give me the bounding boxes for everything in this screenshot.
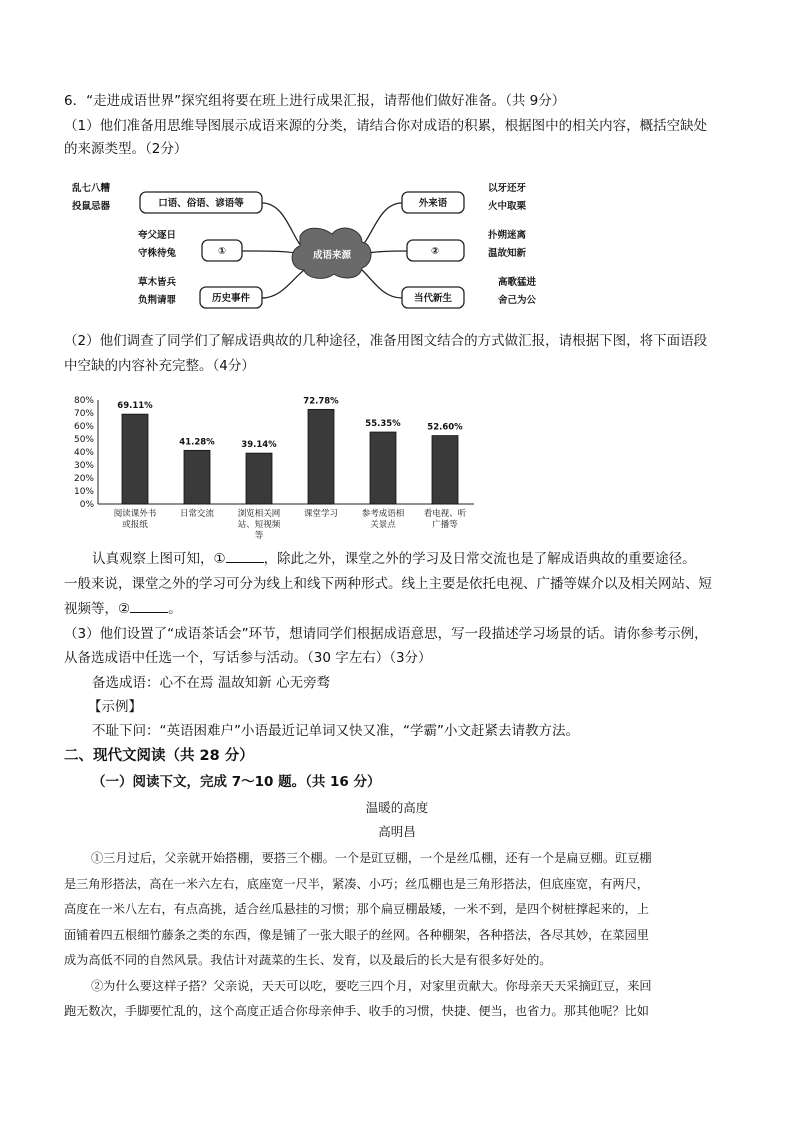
section2-subheading: （一）阅读下文，完成 7～10 题。（共 16 分） [92,774,381,790]
example-right-3b: 舍己为公 [498,295,537,306]
y-tick-label: 10% [73,487,94,497]
y-tick-label: 50% [73,435,94,445]
category-label: 站、短视频 [237,520,281,530]
q6-sub3-line2: 从备选成语中任选一个，写话参与活动。（30 字左右）（3分） [64,650,432,666]
y-tick-label: 20% [73,474,94,484]
q6-paragraph-line3 [64,600,744,618]
node-oral-colloquial: 口语、俗语、谚语等 [158,198,244,209]
article-title: 温暖的高度 [365,800,429,815]
example-left-3b: 负荆请罪 [138,295,177,306]
paragraph-part-a2: ，除此之外，课堂之外的学习及日常交流也是了解成语典故的重要途径。 [263,551,696,567]
example-right-2a: 扑朔迷离 [488,230,527,241]
data-label: 72.78% [303,396,339,407]
category-label: 广播等 [432,520,458,530]
article-author: 高明昌 [378,824,416,839]
data-label: 39.14% [241,440,277,451]
data-label: 52.60% [427,422,463,433]
bar [122,414,148,504]
example-text: 不耻下问：“英语困难户”小语最近记单词又快又准，“学霸”小文赶紧去请教方法。 [92,723,579,739]
article-p1-line: 面铺着四五根细竹藤条之类的东西，像是铺了一张大眼子的丝网。各种棚架，各种搭法，各尽其妙，在菜园里 [64,927,649,942]
node-historical-events: 历史事件 [211,293,251,304]
q6-paragraph-line1 [92,550,772,568]
category-label: 日常交流 [179,509,215,519]
example-left-3a: 草木皆兵 [138,277,177,288]
q6-sub1-line1: （1）他们准备用思维导图展示成语来源的分类，请结合你对成语的积累，根据图中的相关内容，概括空缺处 [64,118,708,134]
category-label: 阅读课外书 [113,509,157,519]
article-p2-line: ②为什么要这样子搭？父亲说，天天可以吃，要吃三四个月，对家里贡献大。你母亲天天采摘豇豆，来回 [91,978,652,993]
q6-sub2-line2: 中空缺的内容补充完整。（4分） [64,358,255,374]
q6-sub2-line1: （2）他们调查了同学们了解成语典故的几种途径，准备用图文结合的方式做汇报，请根据下图，将下面语段 [64,333,708,349]
bar [308,409,334,504]
q6-paragraph-line2: 一般来说，课堂之外的学习可分为线上和线下两种形式。线上主要是依托电视、广播等媒介以及相关网站、短 [64,576,712,592]
node-foreign: 外来语 [418,198,448,209]
bar [432,436,458,504]
article-p1-line: 高度在一米八左右，有点高挑，适合丝瓜悬挂的习惯；那个扁豆棚最矮，一米不到，是四个树桩撑起来的，上 [64,902,649,916]
paragraph-part-c2: 。 [168,601,182,617]
example-right-3a: 高歌猛进 [498,277,537,288]
example-right-1b: 火中取栗 [488,201,527,212]
answer-blank-2[interactable] [130,600,168,613]
example-tag: 【示例】 [88,699,142,715]
node-contemporary: 当代新生 [413,293,453,304]
category-label: 课堂学习 [303,509,339,519]
node-blank-1: ① [217,246,227,257]
example-right-1a: 以牙还牙 [488,183,527,194]
category-label: 等 [254,531,264,541]
data-label: 41.28% [179,437,215,448]
y-tick-label: 40% [73,448,94,458]
q6-sub3-line1: （3）他们设置了“成语茶话会”环节，想请同学们根据成语意思，写一段描述学习场景的话。请你参考示例， [64,626,708,642]
y-tick-label: 70% [73,409,94,419]
example-left-1b: 投鼠忌器 [72,201,111,212]
survey-bar-chart [64,392,504,542]
answer-blank-1[interactable] [226,550,264,563]
example-right-2b: 温故知新 [488,248,527,259]
example-left-2a: 夸父逐日 [138,230,177,241]
mind-map [62,172,562,320]
category-label: 看电视、听 [423,509,467,519]
bar [370,432,396,504]
article-p1-line: 是三角形搭法，高在一米六左右，底座宽一尺半，紧凑、小巧；丝瓜棚也是三角形搭法，但底座宽，有两尺， [64,876,649,891]
mind-map-center-label: 成语来源 [312,250,352,261]
y-tick-label: 0% [79,500,94,510]
category-label: 关景点 [370,520,396,530]
data-label: 69.11% [117,401,153,412]
paragraph-part-a1: 认真观察上图可知，① [92,551,226,567]
section2-heading: 二、现代文阅读（共 28 分） [64,748,254,764]
article-p1-line: 成为高低不同的自然风景。我估计对蔬菜的生长、发育，以及最后的长大是有很多好处的。 [64,953,552,967]
node-blank-2: ② [430,246,440,257]
article-p2-line: 跑无数次，手脚要忙乱的，这个高度正适合你母亲伸手、收手的习惯，快捷、便当，也省力。那其他呢？比如 [64,1004,649,1018]
bar [184,450,210,504]
y-tick-label: 30% [73,461,94,471]
y-tick-label: 80% [73,396,94,406]
category-label: 参考成语相 [361,509,405,519]
article-p1-line: ①三月过后，父亲就开始搭棚，要搭三个棚。一个是豇豆棚，一个是丝瓜棚，还有一个是扁豆棚。豇豆棚 [91,851,652,865]
example-left-2b: 守株待兔 [138,248,177,259]
article-paragraph-1 [64,846,744,1025]
category-label: 浏览相关网 [237,509,281,519]
y-tick-label: 60% [73,422,94,432]
category-label: 或报纸 [122,520,148,530]
example-left-1a: 乱七八糟 [72,183,111,194]
q6-title: 6．“走进成语世界”探究组将要在班上进行成果汇报，请帮他们做好准备。（共 9分） [64,93,566,109]
idiom-options: 备选成语：心不在焉 温故知新 心无旁骛 [92,675,331,691]
data-label: 55.35% [365,419,401,430]
bar [246,453,272,504]
paragraph-part-c1: 视频等，② [64,601,131,617]
q6-sub1-line2: 的来源类型。（2分） [64,141,188,157]
